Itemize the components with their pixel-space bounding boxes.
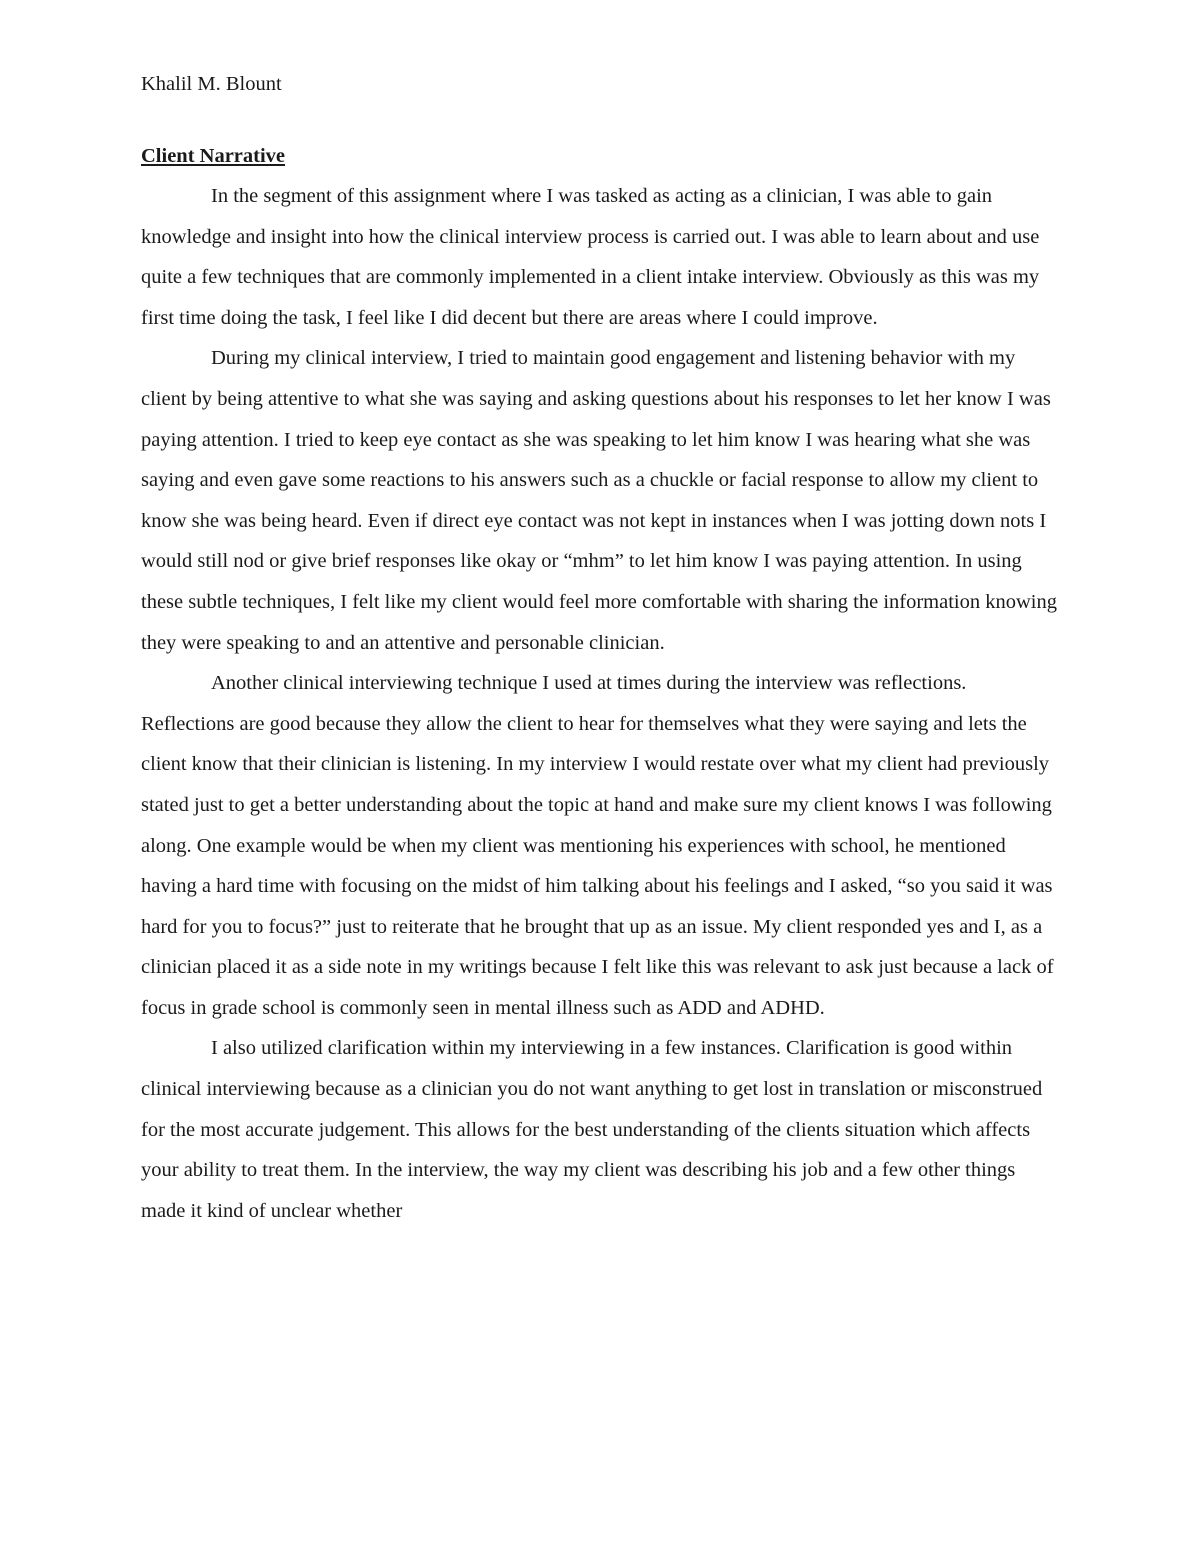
paragraph-3: Another clinical interviewing technique I used at times during the interview was reflections. Reflections are good because they allow the client to hear for themselves what they were saying and lets the client know that their clinician is listening. In my interview I would restate over what my client had previously stated just to get a better understanding about the topic at hand and make sure my client knows I was following along. One example would be when my client was mentioning his experiences with school, he mentioned having a hard time with focusing on the midst of him talking about his feelings and I asked, “so you said it was hard for you to focus?” just to reiterate that he brought that up as an issue. My client responded yes and I, as a clinician placed it as a side note in my writings because I felt like this was relevant to ask just because a lack of focus in grade school is commonly seen in mental illness such as ADD and ADHD. [141,672,1054,1019]
section-title: Client Narrative [141,145,286,167]
author-name: Khalil M. Blount [141,73,282,95]
paragraph-2: During my clinical interview, I tried to maintain good engagement and listening behavior with my client by being attentive to what she was saying and asking questions about his responses to let her know I was paying attention. I tried to keep eye contact as she was speaking to let him know I was hearing what she was saying and even gave some reactions to his answers such as a chuckle or facial response to allow my client to know she was being heard. Even if direct eye contact was not kept in instances when I was jotting down nots I would still nod or give brief responses like okay or “mhm” to let him know I was paying attention. In using these subtle techniques, I felt like my client would feel more comfortable with sharing the information knowing they were speaking to and an attentive and personable clinician. [141,347,1057,654]
paragraph-4: I also utilized clarification within my interviewing in a few instances. Clarification is good within clinical interviewing because as a clinician you do not want anything to get lost in translation or misconstrued for the most accurate judgement. This allows for the best understanding of the clients situation which affects your ability to treat them. In the interview, the way my client was describing his job and a few other things made it kind of unclear whether [141,1037,1043,1222]
document-body [141,64,1061,1231]
paragraph-1: In the segment of this assignment where I was tasked as acting as a clinician, I was able to gain knowledge and insight into how the clinical interview process is carried out. I was able to learn about and use quite a few techniques that are commonly implemented in a client intake interview. Obviously as this was my first time doing the task, I feel like I did decent but there are areas where I could improve. [141,185,1040,329]
